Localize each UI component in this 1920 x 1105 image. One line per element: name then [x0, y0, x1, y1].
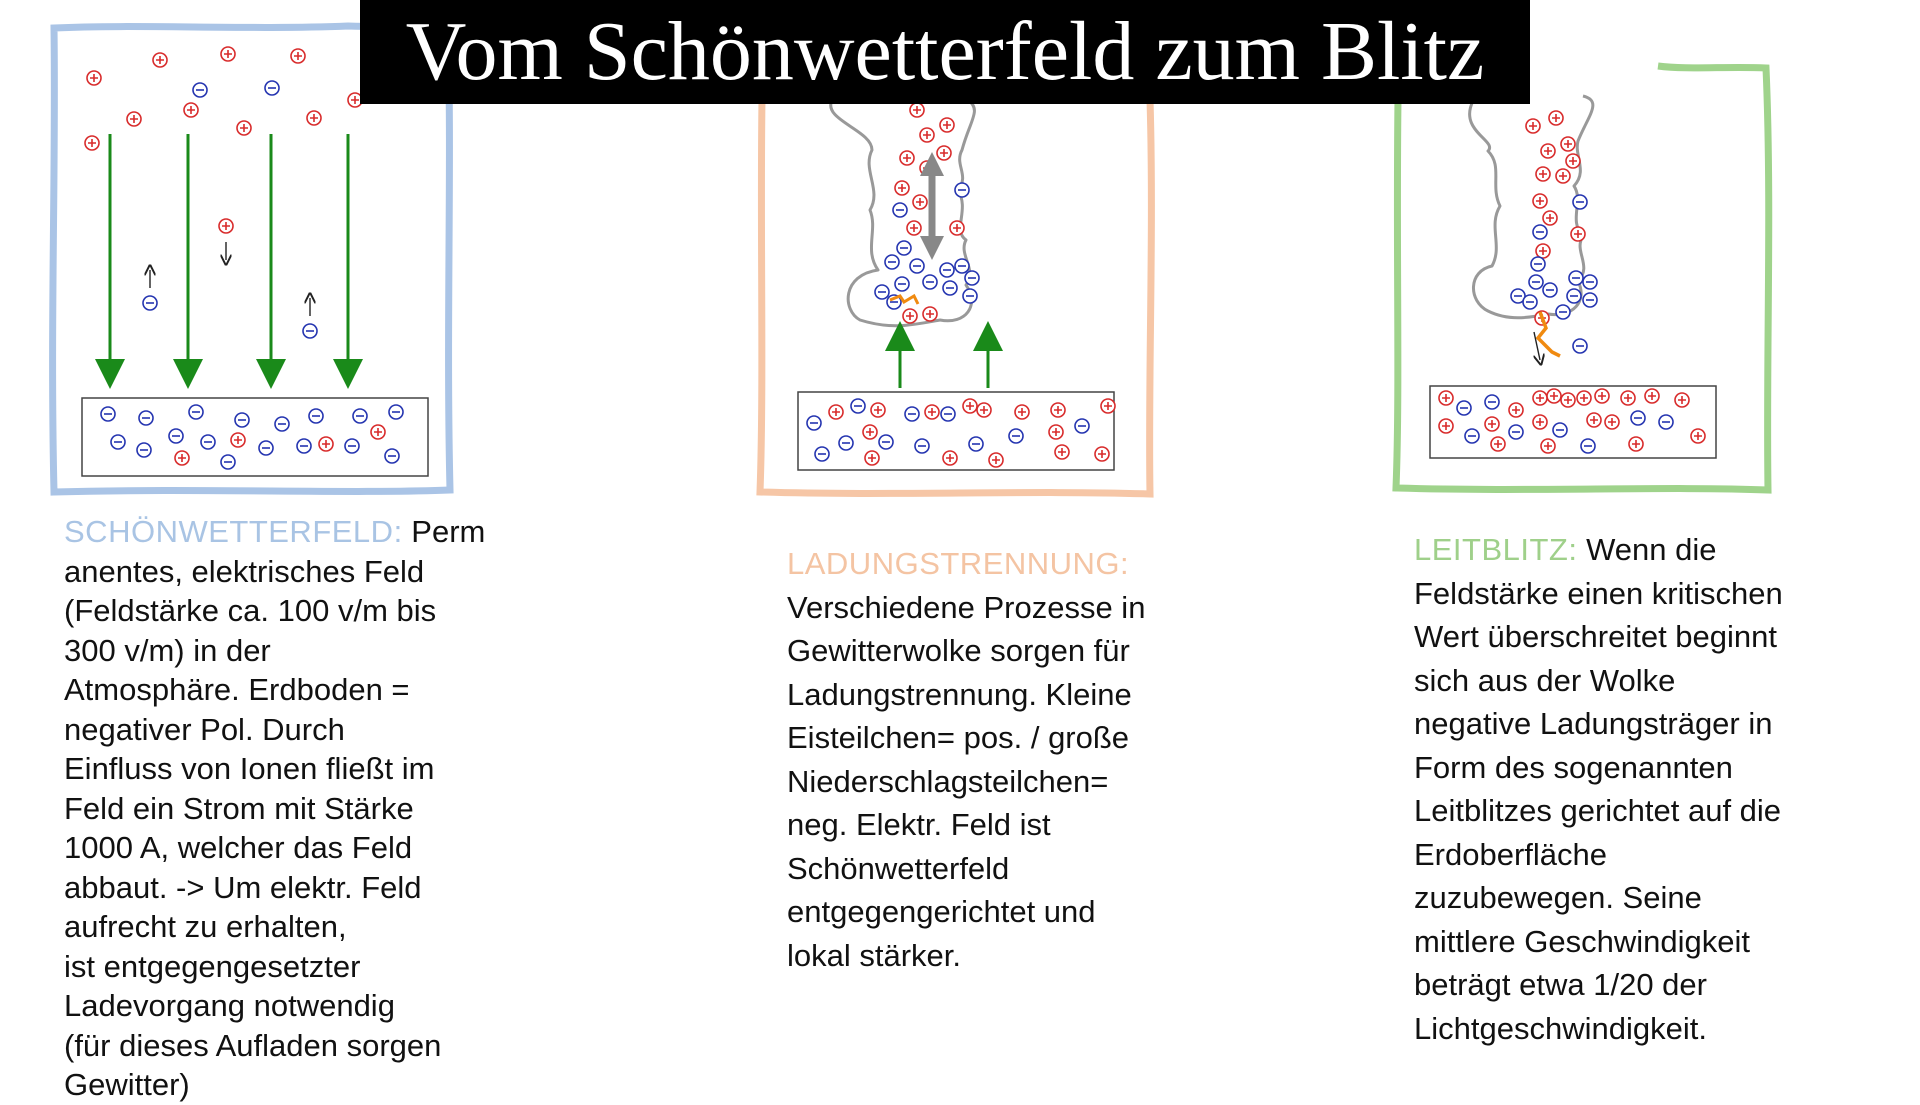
text-line: Gewitter)	[64, 1067, 190, 1102]
text-line: 1000 A, welcher das Feld	[64, 830, 413, 865]
fair-weather-field-heading: SCHÖNWETTERFELD:	[64, 514, 403, 549]
text-line: 300 v/m) in der	[64, 632, 271, 668]
text-line: sich aus der Wolke	[1414, 662, 1676, 698]
text-line: Perm	[402, 514, 486, 549]
text-line: entgegengerichtet und	[787, 894, 1096, 929]
leader-charge	[1573, 339, 1587, 353]
stepped-leader-heading: LEITBLITZ:	[1414, 532, 1578, 567]
charge-separation-diagram	[752, 80, 1162, 500]
text-line: Ladungstrennung. Kleine	[787, 676, 1132, 712]
text-line: neg. Elektr. Feld ist	[787, 807, 1051, 842]
stepped-leader-svg	[1388, 56, 1798, 506]
text-line: abbaut. -> Um elektr. Feld	[64, 869, 422, 905]
text-line: Eisteilchen= pos. / große	[787, 720, 1130, 755]
text-line: (für dieses Aufladen sorgen	[64, 1027, 442, 1063]
cloud-charges	[1511, 111, 1597, 325]
text-line: Gewitterwolke sorgen für	[787, 633, 1130, 668]
text-line: aufrecht zu erhalten,	[64, 909, 347, 944]
text-line: zuzubewegen. Seine	[1414, 880, 1702, 915]
fair-weather-field-text	[64, 512, 494, 1105]
text-line: negative Ladungsträger in	[1414, 706, 1773, 741]
charge-separation-text	[787, 542, 1207, 977]
stepped-leader-diagram	[1388, 56, 1798, 506]
page-title: Vom Schönwetterfeld zum Blitz	[360, 0, 1530, 104]
text-line: Schönwetterfeld	[787, 850, 1010, 886]
text-line: mittlere Geschwindigkeit	[1414, 923, 1750, 959]
atmosphere-charges	[85, 47, 362, 338]
text-line: Form des sogenannten	[1414, 749, 1733, 785]
text-line: Leitblitzes gerichtet auf die	[1414, 793, 1782, 828]
text-line: Feldstärke einen kritischen	[1414, 575, 1783, 611]
text-line: Wert überschreitet beginnt	[1414, 619, 1778, 654]
charge-separation-svg	[752, 80, 1162, 500]
text-line: Verschiedene Prozesse in	[787, 589, 1146, 625]
text-line: Niederschlagsteilchen=	[787, 763, 1109, 799]
text-line: (Feldstärke ca. 100 v/m bis	[64, 593, 437, 628]
text-line: Atmosphäre. Erdboden =	[64, 672, 410, 707]
upward-field-arrows	[900, 336, 988, 388]
text-line: Wenn die	[1577, 532, 1717, 567]
text-line: Feld ein Strom mit Stärke	[64, 790, 414, 826]
charge-separation-heading: LADUNGSTRENNUNG:	[787, 546, 1130, 581]
text-line: beträgt etwa 1/20 der	[1414, 967, 1707, 1002]
text-line: Lichtgeschwindigkeit.	[1414, 1010, 1707, 1046]
text-line: Erdoberfläche	[1414, 836, 1608, 872]
text-line: ist entgegengesetzter	[64, 948, 361, 984]
stepped-leader-text	[1414, 528, 1874, 1050]
text-line: lokal stärker.	[787, 937, 962, 973]
ion-motion-arrows	[150, 242, 310, 316]
text-line: Einfluss von Ionen fließt im	[64, 751, 435, 786]
text-line: negativer Pol. Durch	[64, 711, 345, 747]
text-line: anentes, elektrisches Feld	[64, 553, 425, 589]
text-line: Ladevorgang notwendig	[64, 988, 395, 1023]
